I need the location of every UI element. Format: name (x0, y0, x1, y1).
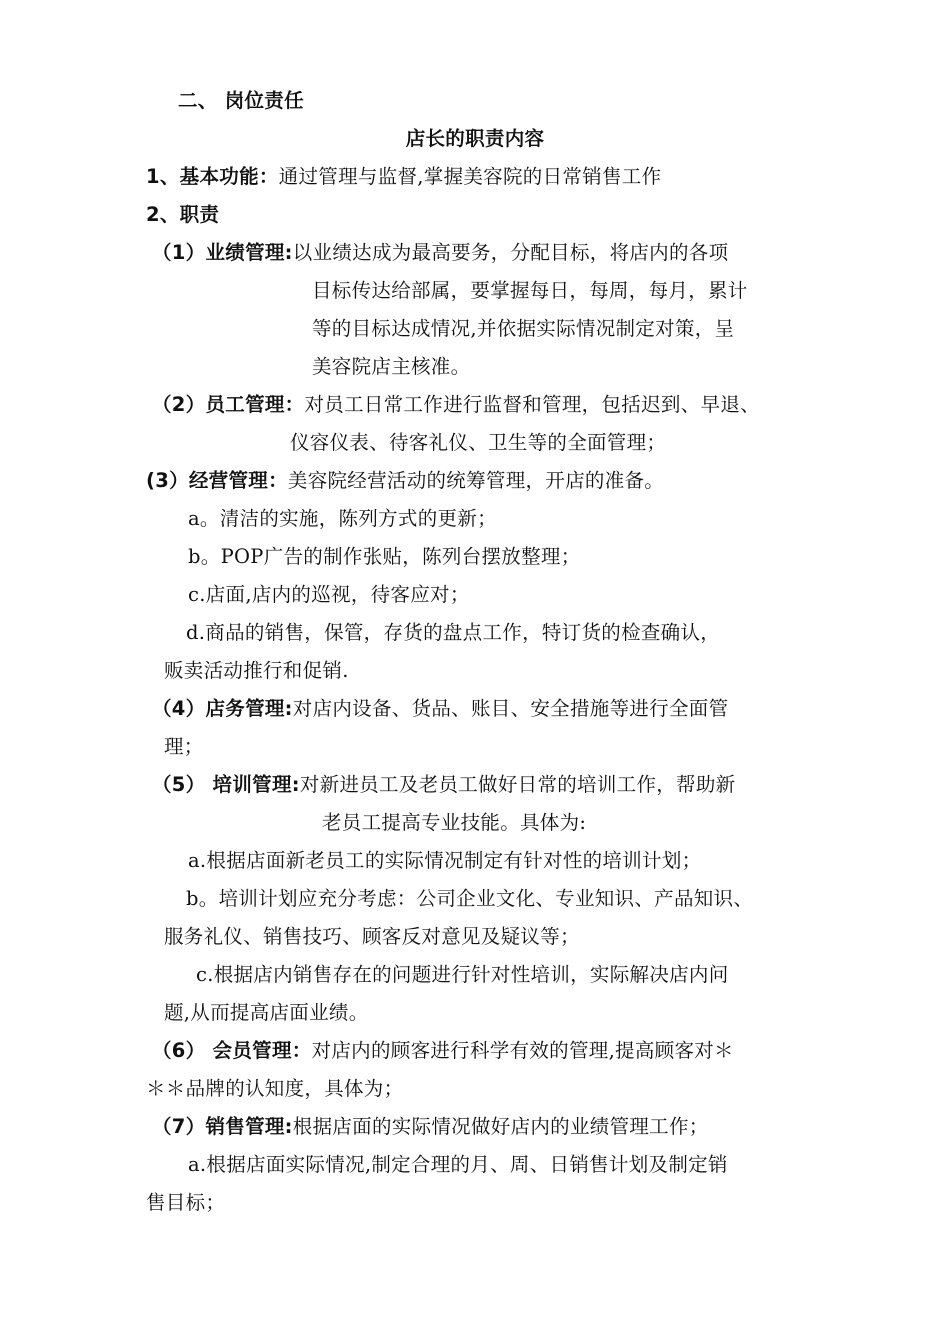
basic-function (146, 164, 661, 190)
duty-7-text: 根据店面的实际情况做好店内的业绩管理工作； (292, 1115, 709, 1138)
duty-3-item-d-cont: 贩卖活动推行和促销. (164, 659, 349, 682)
duty-5-item-a: a.根据店面新老员工的实际情况制定有针对性的培训计划； (188, 849, 702, 872)
duty-4-text: 对店内设备、货品、账目、安全措施等进行全面管 (292, 697, 729, 720)
duty-3-line (146, 468, 664, 494)
basic-function-text: 通过管理与监督,掌握美容院的日常销售工作 (278, 165, 662, 188)
section-heading: 二、 岗位责任 (178, 89, 304, 112)
duty-1-text-2: 目标传达给部属，要掌握每日，每周，每月，累计 (312, 279, 748, 302)
duty-3-label: (3）经营管理： (146, 469, 288, 492)
duty-4-label: （4）店务管理: (152, 697, 293, 720)
duty-6-text-2: ＊＊品牌的认知度，具体为； (146, 1077, 404, 1100)
duty-5-item-c-cont: 题,从而提高店面业绩。 (164, 1001, 369, 1024)
basic-function-label: 1、基本功能： (146, 165, 279, 188)
duty-3-item-a: a。清洁的实施，陈列方式的更新； (188, 507, 497, 530)
duty-4-text-2: 理； (164, 735, 204, 758)
page-title: 店长的职责内容 (405, 127, 545, 150)
duty-5-item-b-cont: 服务礼仪、销售技巧、顾客反对意见及疑议等； (164, 925, 580, 948)
duty-5-label: （5） 培训管理: (152, 773, 300, 796)
duty-6-label: （6） 会员管理： (152, 1039, 312, 1062)
duty-3-item-d: d.商品的销售，保管，存货的盘点工作，特订货的检查确认， (186, 621, 721, 644)
duties-heading: 2、职责 (146, 203, 220, 226)
duty-7-item-a: a.根据店面实际情况,制定合理的月、周、日销售计划及制定销 (188, 1153, 728, 1176)
duty-6-line (152, 1038, 734, 1064)
duty-2-label: （2）员工管理： (152, 393, 305, 416)
duty-1-line (152, 240, 728, 266)
duty-2-text: 对员工日常工作进行监督和管理，包括迟到、早退、 (304, 393, 760, 416)
duty-3-item-c: c.店面,店内的巡视，待客应对； (188, 583, 470, 606)
duty-5-item-b: b。培训计划应充分考虑：公司企业文化、专业知识、产品知识、 (186, 887, 754, 910)
duty-5-item-c: c.根据店内销售存在的问题进行针对性培训，实际解决店内问 (196, 963, 729, 986)
duty-1-text: 以业绩达成为最高要务，分配目标，将店内的各项 (292, 241, 729, 264)
duty-3-text: 美容院经营活动的统筹管理，开店的准备。 (287, 469, 665, 492)
duty-7-line (152, 1114, 709, 1140)
duty-5-line (152, 772, 735, 798)
duty-7-item-a-cont: 售目标； (146, 1191, 226, 1214)
duty-6-text: 对店内的顾客进行科学有效的管理,提高顾客对＊ (311, 1039, 734, 1062)
duty-5-text-2: 老员工提高专业技能。具体为: (322, 811, 587, 834)
duty-1-label: （1）业绩管理: (152, 241, 293, 264)
duty-2-text-2: 仪容仪表、待客礼仪、卫生等的全面管理； (290, 431, 667, 454)
duty-5-text: 对新进员工及老员工做好日常的培训工作，帮助新 (299, 773, 736, 796)
duty-2-line (152, 392, 760, 418)
duty-7-label: （7）销售管理: (152, 1115, 293, 1138)
duty-4-line (152, 696, 728, 722)
duty-3-item-b: b。POP广告的制作张贴，陈列台摆放整理； (188, 545, 581, 568)
duty-1-text-3: 等的目标达成情况,并依据实际情况制定对策，呈 (312, 317, 735, 340)
duty-1-text-4: 美容院店主核准。 (312, 355, 471, 378)
